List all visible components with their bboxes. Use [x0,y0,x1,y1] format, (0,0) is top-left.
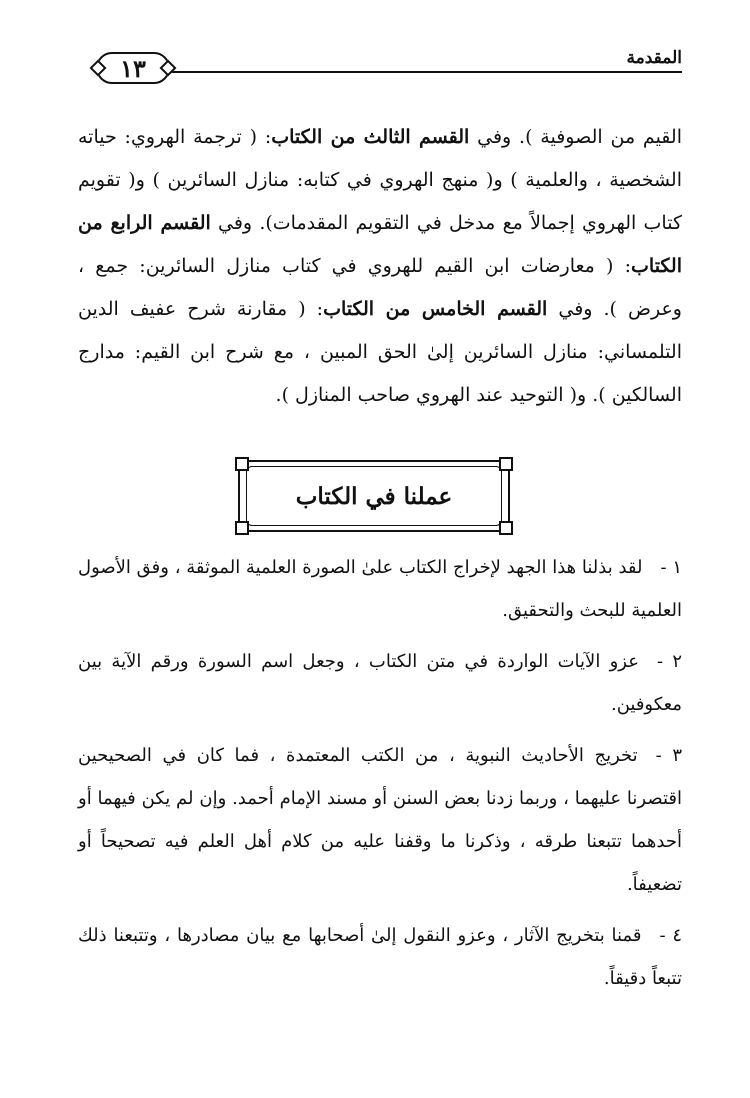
header-rule [166,71,682,73]
intro-part-a: القيم من الصوفية ). وفي [469,126,682,148]
intro-part-b: : ( ترجمة الهروي: حياته الشخصية ، والعلمية ) و( منهج الهروي في كتابه: منازل السائرين ) و( تقويم كتاب الهروي إجمالاً مع مدخل في التقويم المقدمات). وفي [78,126,682,234]
item-text: تخريج الأحاديث النبوية ، من الكتب المعتمدة ، فما كان في الصحيحين اقتصرنا عليهما ، وربما زدنا بعض السنن أو مسند الإمام أحمد. وإن لم يكن فيهما أو أحدهما تتبعنا طرقه ، وذكرنا ما وقفنا عليه من كلام أهل العلم فيه تصحيحاً أو تضعيفاً. [78,745,682,895]
page-header [96,48,682,90]
intro-paragraph [78,116,682,417]
section-heading-box [238,460,510,532]
list-item [78,734,682,906]
intro-part-c: : ( معارضات ابن القيم للهروي في كتاب منازل السائرين: جمع ، وعرض ). وفي [78,255,682,320]
list-item [78,640,682,726]
work-list [78,546,682,1008]
intro-part-d: : ( مقارنة شرح عفيف الدين التلمساني: منازل السائرين إلىٰ الحق المبين ، مع شرح ابن القيم: مدارج السالكين ). و( التوحيد عند الهروي صاحب المنازل ). [78,298,682,406]
list-item [78,546,682,632]
section-three-label: القسم الثالث من الكتاب [271,126,470,148]
item-text: عزو الآيات الواردة في متن الكتاب ، وجعل اسم السورة ورقم الآية بين معكوفين. [78,651,682,715]
item-number: ٤ - [659,925,682,946]
item-number: ٣ - [655,745,683,766]
section-four-label: القسم الرابع من الكتاب [78,212,682,277]
section-five-label: القسم الخامس من الكتاب [323,298,548,320]
section-heading: عملنا في الكتاب [246,466,502,526]
item-number: ١ - [660,557,682,578]
item-text: قمنا بتخريج الآثار ، وعزو النقول إلىٰ أصحابها مع بيان مصادرها ، وتتبعنا ذلك تتبعاً دقيقاً. [78,925,682,989]
item-number: ٢ - [656,651,682,672]
page-number [96,52,170,84]
intro-text [78,116,682,417]
page-number-text: ١٣ [120,53,146,83]
list-item [78,914,682,1000]
item-text: لقد بذلنا هذا الجهد لإخراج الكتاب علىٰ الصورة العلمية الموثقة ، وفق الأصول العلمية للبحث والتحقيق. [78,557,682,621]
chapter-title: المقدمة [619,48,682,68]
